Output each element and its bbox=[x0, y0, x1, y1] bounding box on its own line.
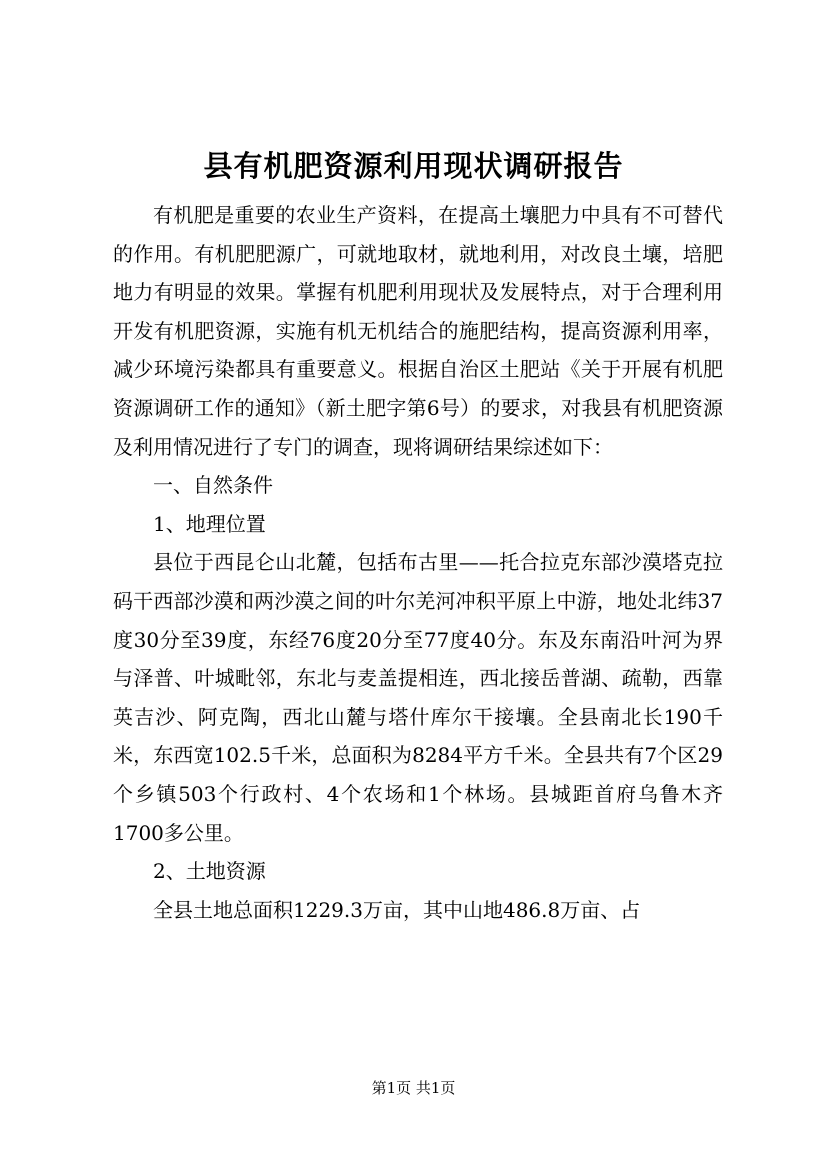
subheading-land-resources: 2、土地资源 bbox=[153, 859, 266, 884]
paragraph-geography: 县位于西昆仑山北麓，包括布古里——托合拉克东部沙漠塔克拉码干西部沙漠和两沙漠之间的叶尔羌河冲积平原上中游，地处北纬37度30分至39度，东经76度20分至77度40分。东及东南沿叶河为界与泽普、叶城毗邻，东北与麦盖提相连，西北接岳普湖、疏勒，西靠英吉沙、阿克陶，西北山麓与塔什库尔干接壤。全县南北长190千米，东西宽102.5千米，总面积为8284平方千米。全县共有7个区29个乡镇503个行政村、4个农场和1个林场。县城距首府乌鲁木齐1700多公里。 bbox=[113, 550, 723, 845]
subheading-geographic-location: 1、地理位置 bbox=[153, 511, 266, 536]
paragraph-land: 全县土地总面积1229.3万亩，其中山地486.8万亩、占 bbox=[153, 897, 641, 922]
paragraph-intro: 有机肥是重要的农业生产资料，在提高土壤肥力中具有不可替代的作用。有机肥肥源广，可就地取材，就地利用，对改良土壤，培肥地力有明显的效果。掌握有机肥利用现状及发展特点，对于合理利用开发有机肥资源，实施有机无机结合的施肥结构，提高资源利用率，减少环境污染都具有重要意义。根据自治区土肥站《关于开展有机肥资源调研工作的通知》（新土肥字第6号）的要求，对我县有机肥资源及利用情况进行了专门的调查，现将调研结果综述如下： bbox=[113, 203, 723, 459]
document-body bbox=[113, 196, 723, 929]
page-title: 县有机肥资源利用现状调研报告 bbox=[203, 149, 624, 183]
page-number-footer: 第1页 共1页 bbox=[371, 1079, 456, 1097]
section-heading-natural-conditions: 一、自然条件 bbox=[153, 473, 273, 498]
